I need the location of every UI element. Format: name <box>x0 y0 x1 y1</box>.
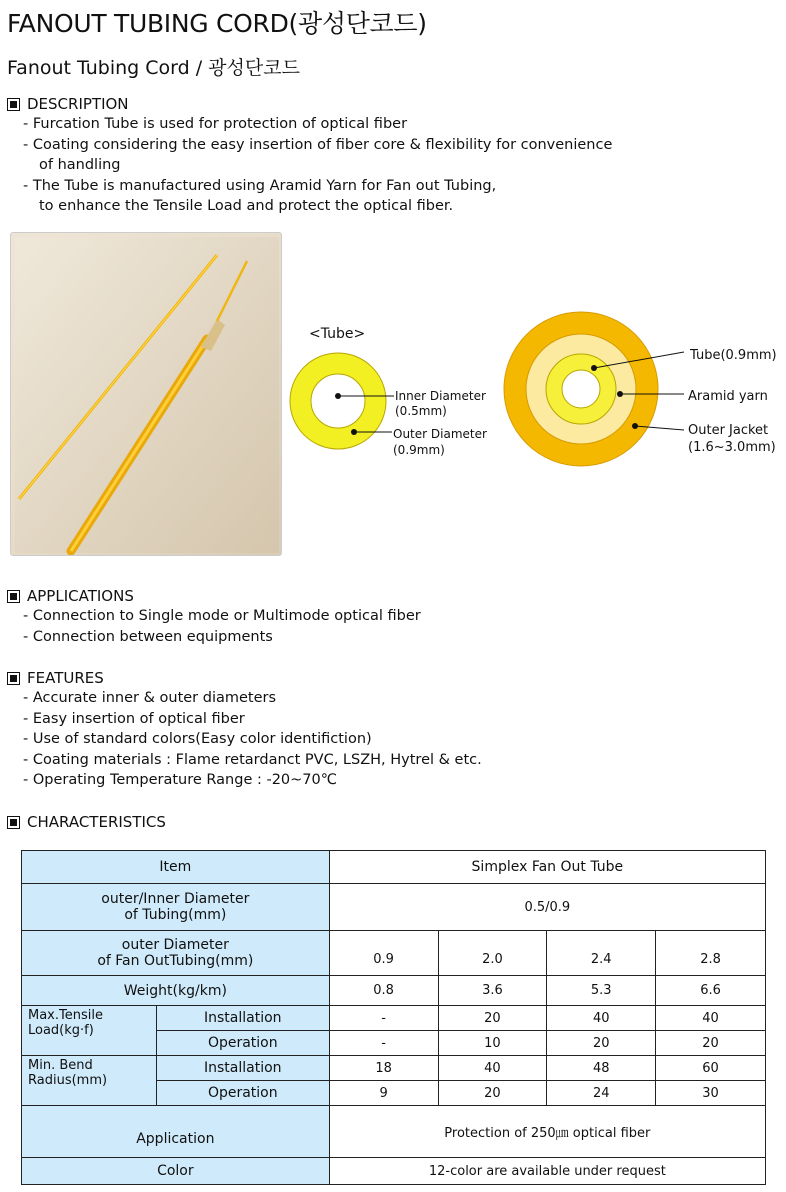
jacket-value: (1.6~3.0mm) <box>688 440 776 455</box>
table-row: Operation - 10 20 20 <box>22 1031 766 1056</box>
applications-section <box>7 586 421 647</box>
list-item: - Accurate inner & outer diameters <box>23 690 277 706</box>
section-square-icon <box>7 672 20 685</box>
jacket-callout: Outer Jacket <box>688 423 769 438</box>
tube-callout: Tube(0.9mm) <box>690 348 777 363</box>
inner-diameter-label: Inner Diameter <box>395 389 486 403</box>
tube-cross-section-diagram <box>282 300 786 500</box>
list-item: - Coating materials : Flame retardanct PVC, LSZH, Hytrel & etc. <box>23 751 482 768</box>
cord-diagram <box>504 312 684 466</box>
tube-label: <Tube> <box>309 326 366 342</box>
list-item: - Operating Temperature Range : -20~70℃ <box>23 772 338 789</box>
features-section <box>7 668 482 791</box>
list-item: - Use of standard colors(Easy color identifiction) <box>23 731 372 748</box>
list-item: - The Tube is manufactured using Aramid Yarn for Fan out Tubing, to enhance the Tensile Load and protect the optical fiber. <box>23 177 497 215</box>
table-row: outer/Inner Diameter of Tubing(mm) 0.5/0.9 <box>22 884 766 931</box>
outer-diameter-label: Outer Diameter <box>393 427 487 441</box>
product-photo <box>10 232 282 556</box>
aramid-callout: Aramid yarn <box>688 389 768 404</box>
description-heading: DESCRIPTION <box>27 95 129 113</box>
tube-diagram <box>290 353 394 449</box>
applications-heading: APPLICATIONS <box>27 587 134 605</box>
description-section <box>7 94 612 217</box>
applications-list <box>23 606 421 647</box>
page-title: FANOUT TUBING CORD(광성단코드) <box>7 9 427 38</box>
features-heading: FEATURES <box>27 669 104 687</box>
section-square-icon <box>7 98 20 111</box>
table-row: Weight(kg/km) 0.8 3.6 5.3 6.6 <box>22 976 766 1006</box>
table-row: Max.Tensile Load(kg·f) Installation - 20 40 40 <box>22 1006 766 1031</box>
list-item: - Coating considering the easy insertion of fiber core & flexibility for convenience of handling <box>23 136 613 174</box>
section-square-icon <box>7 590 20 603</box>
table-row: outer Diameter of Fan OutTubing(mm) 0.9 2.0 2.4 2.8 <box>22 931 766 976</box>
characteristics-heading: CHARACTERISTICS <box>27 813 166 831</box>
table-row: Operation 9 20 24 30 <box>22 1081 766 1106</box>
characteristics-section <box>7 812 166 832</box>
features-list <box>23 688 482 791</box>
characteristics-table <box>21 850 766 1185</box>
table-row: Color 12-color are available under request <box>22 1158 766 1185</box>
product-header: Simplex Fan Out Tube <box>329 851 765 884</box>
list-item: - Connection to Single mode or Multimode optical fiber <box>23 608 421 624</box>
tubing-diameter-value: 0.5/0.9 <box>329 884 765 931</box>
list-item: - Furcation Tube is used for protection of optical fiber <box>23 116 408 132</box>
description-list <box>23 114 612 217</box>
outer-diameter-value: (0.9mm) <box>393 443 445 457</box>
inner-diameter-value: (0.5mm) <box>395 404 447 418</box>
item-header: Item <box>22 851 330 884</box>
list-item: - Connection between equipments <box>23 628 273 645</box>
tubing-cord-image <box>11 233 282 556</box>
list-item: - Easy insertion of optical fiber <box>23 710 245 727</box>
table-row: Application Protection of 250㎛ optical fiber <box>22 1106 766 1158</box>
section-square-icon <box>7 816 20 829</box>
table-row: Min. Bend Radius(mm) Installation 18 40 48 60 <box>22 1056 766 1081</box>
page-subtitle: Fanout Tubing Cord / 광성단코드 <box>7 57 300 79</box>
table-row <box>22 851 766 884</box>
